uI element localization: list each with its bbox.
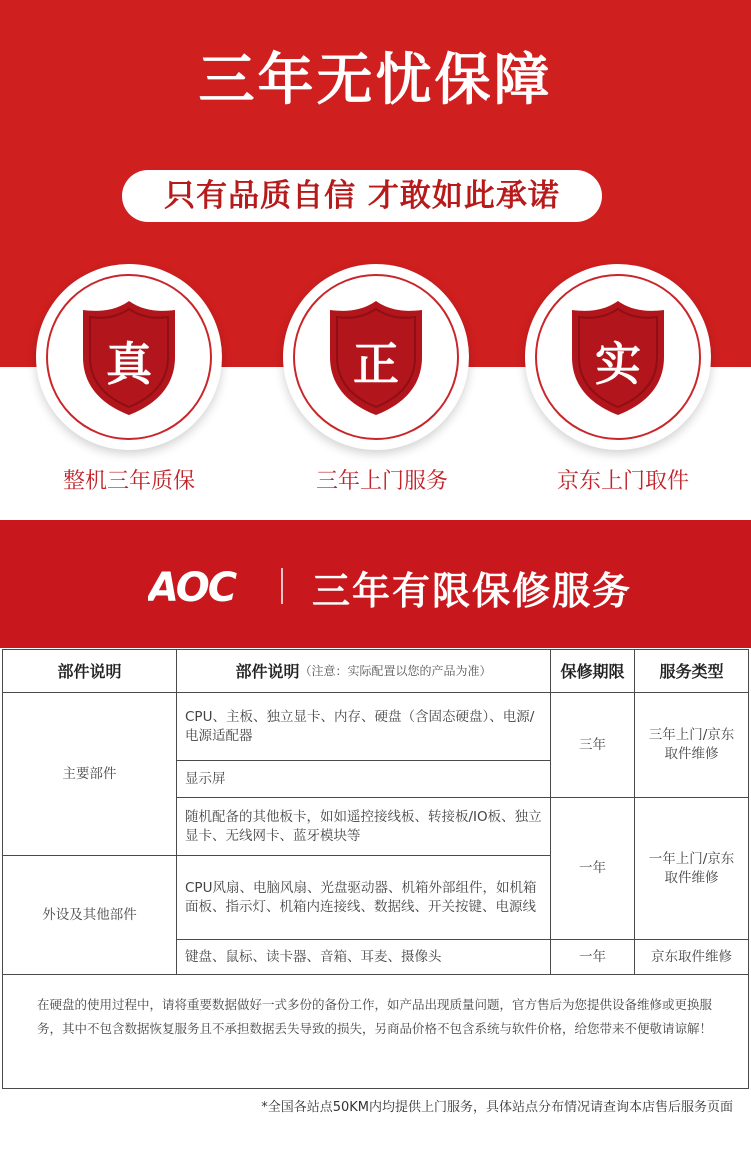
banner-title: 三年有限保修服务 [312, 569, 633, 613]
table-row: 随机配备的其他板卡，如如遥控接线板、转接板/IO板、独立显卡、无线网卡、蓝牙模块等 [176, 797, 551, 856]
header-part-detail-label: 部件说明 [235, 661, 300, 681]
warranty-table [2, 649, 749, 1089]
banner-divider [281, 568, 283, 604]
hero-title: 三年无忧保障 [198, 48, 553, 113]
hero-subtitle-pill: 只有品质自信 才敢如此承诺 [122, 170, 602, 222]
badge-zhen [36, 264, 222, 450]
badge-char: 正 [353, 337, 399, 391]
header-note: （注意：实际配置以您的产品为准） [299, 663, 492, 678]
footnote: *全国各站点50KM内均提供上门服务，具体站点分布情况请查询本店售后服务页面 [261, 1100, 733, 1115]
table-row: 键盘、鼠标、读卡器、音箱、耳麦、摄像头 [176, 939, 551, 975]
header-period: 保修期限 [550, 649, 635, 693]
table-row: CPU风扇、电脑风扇、光盘驱动器、机箱外部组件，如机箱面板、指示灯、机箱内连接线、数据线、开关按键、电源线 [176, 855, 551, 940]
notice-text: 在硬盘的使用过程中，请将重要数据做好一式多份的备份工作，如产品出现质量问题，官方售后为您提供设备维修或更换服务，其中不包含数据恢复服务且不承担数据丢失导致的损失，另商品价格不包含系统与软件价格，给您带来不便敬请谅解！ [2, 974, 749, 1089]
period-cell: 一年 [550, 939, 635, 975]
svg-text:AOC: AOC [148, 565, 236, 607]
aoc-logo [148, 565, 248, 607]
group-main: 主要部件 [2, 692, 177, 856]
badge-char: 实 [595, 337, 641, 391]
header-part-detail [176, 649, 551, 693]
table-row: CPU、主板、独立显卡、内存、硬盘（含固态硬盘）、电源/电源适配器 [176, 692, 551, 761]
badge-caption-pickup: 京东上门取件 [556, 469, 689, 494]
table-row: 显示屏 [176, 760, 551, 798]
period-cell: 一年 [550, 797, 635, 940]
header-service: 服务类型 [634, 649, 749, 693]
period-cell: 三年 [550, 692, 635, 798]
badge-caption-warranty: 整机三年质保 [62, 469, 195, 494]
service-cell: 京东取件维修 [634, 939, 749, 975]
badge-caption-onsite: 三年上门服务 [315, 469, 448, 494]
badge-char: 真 [106, 337, 152, 391]
header-part: 部件说明 [2, 649, 177, 693]
service-cell: 一年上门/京东取件维修 [634, 797, 749, 940]
badge-zheng [283, 264, 469, 450]
badge-shi [525, 264, 711, 450]
service-cell: 三年上门/京东取件维修 [634, 692, 749, 798]
group-peripheral: 外设及其他部件 [2, 855, 177, 975]
